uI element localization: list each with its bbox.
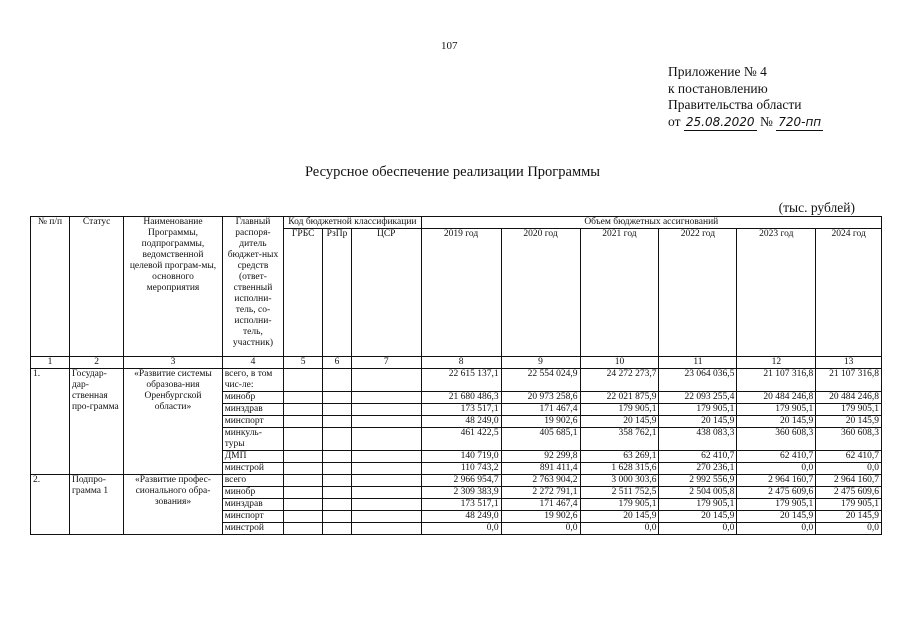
index-cell: 7 — [351, 357, 421, 369]
header-volume: Объем бюджетных ассигнований — [421, 217, 881, 229]
code-cell — [284, 451, 323, 463]
row-status: Государ-дар-ственная про-грамма — [69, 369, 123, 475]
code-cell — [351, 499, 421, 511]
code-cell — [351, 463, 421, 475]
manager-cell: минздрав — [222, 404, 284, 416]
value-cell: 63 269,1 — [580, 451, 659, 463]
header-row-1 — [31, 217, 882, 229]
appendix-date-line — [668, 114, 823, 132]
value-cell: 270 236,1 — [659, 463, 737, 475]
code-cell — [351, 523, 421, 535]
value-cell: 3 000 303,6 — [580, 475, 659, 487]
appendix-line-2: к постановлению — [668, 80, 768, 96]
code-cell — [284, 416, 323, 428]
value-cell: 0,0 — [659, 523, 737, 535]
index-cell: 2 — [69, 357, 123, 369]
index-cell: 9 — [501, 357, 580, 369]
index-cell: 3 — [124, 357, 222, 369]
value-cell: 171 467,4 — [501, 404, 580, 416]
value-cell: 19 902,6 — [501, 511, 580, 523]
document-title: Ресурсное обеспечение реализации Программы — [304, 164, 601, 180]
value-cell: 92 299,8 — [501, 451, 580, 463]
value-cell: 20 145,9 — [816, 511, 882, 523]
code-cell — [351, 475, 421, 487]
index-cell: 4 — [222, 357, 284, 369]
value-cell: 2 966 954,7 — [421, 475, 501, 487]
value-cell: 0,0 — [737, 523, 816, 535]
value-cell: 173 517,1 — [421, 499, 501, 511]
index-cell: 1 — [31, 357, 70, 369]
code-cell — [323, 523, 352, 535]
header-rzpr: РзПр — [323, 229, 352, 357]
code-cell — [284, 511, 323, 523]
code-cell — [284, 499, 323, 511]
code-cell — [323, 487, 352, 499]
value-cell: 2 475 609,6 — [816, 487, 882, 499]
code-cell — [323, 428, 352, 451]
value-cell: 22 554 024,9 — [501, 369, 580, 392]
value-cell: 48 249,0 — [421, 511, 501, 523]
units-label: (тыс. рублей) — [778, 200, 855, 215]
value-cell: 358 762,1 — [580, 428, 659, 451]
header-grbs: ГРБС — [284, 229, 323, 357]
header-num: № п/п — [31, 217, 70, 357]
appendix-line-1: Приложение № 4 — [668, 64, 767, 79]
value-cell: 0,0 — [501, 523, 580, 535]
header-year: 2020 год — [501, 229, 580, 357]
value-cell: 22 615 137,1 — [421, 369, 501, 392]
value-cell: 0,0 — [737, 463, 816, 475]
value-cell: 62 410,7 — [659, 451, 737, 463]
index-cell: 10 — [580, 357, 659, 369]
code-cell — [351, 392, 421, 404]
value-cell: 179 905,1 — [659, 499, 737, 511]
code-cell — [351, 428, 421, 451]
value-cell: 48 249,0 — [421, 416, 501, 428]
value-cell: 2 964 160,7 — [816, 475, 882, 487]
value-cell: 405 685,1 — [501, 428, 580, 451]
header-name: Наименование Программы, подпрограммы, ведомственной целевой програм-мы, основного мероприятия — [124, 217, 222, 357]
value-cell: 891 411,4 — [501, 463, 580, 475]
value-cell: 20 145,9 — [737, 416, 816, 428]
value-cell: 140 719,0 — [421, 451, 501, 463]
row-name: «Развитие системы образова-ния Оренбургской области» — [124, 369, 222, 475]
row-name: «Развитие профес-сионального обра-зования» — [124, 475, 222, 535]
value-cell: 360 608,3 — [816, 428, 882, 451]
manager-cell: всего, в том чис-ле: — [222, 369, 284, 392]
value-cell: 0,0 — [580, 523, 659, 535]
value-cell: 179 905,1 — [737, 499, 816, 511]
value-cell: 22 093 255,4 — [659, 392, 737, 404]
code-cell — [323, 392, 352, 404]
value-cell: 461 422,5 — [421, 428, 501, 451]
value-cell: 2 992 556,9 — [659, 475, 737, 487]
value-cell: 22 021 875,9 — [580, 392, 659, 404]
index-cell: 11 — [659, 357, 737, 369]
code-cell — [284, 523, 323, 535]
index-row — [31, 357, 882, 369]
index-cell: 13 — [816, 357, 882, 369]
code-cell — [323, 511, 352, 523]
header-year: 2019 год — [421, 229, 501, 357]
value-cell: 179 905,1 — [816, 499, 882, 511]
table-row — [31, 475, 882, 487]
header-year: 2022 год — [659, 229, 737, 357]
code-cell — [351, 487, 421, 499]
value-cell: 2 511 752,5 — [580, 487, 659, 499]
value-cell: 19 902,6 — [501, 416, 580, 428]
code-cell — [284, 463, 323, 475]
manager-cell: минстрой — [222, 523, 284, 535]
index-cell: 8 — [421, 357, 501, 369]
code-cell — [323, 404, 352, 416]
value-cell: 0,0 — [421, 523, 501, 535]
handwritten-date: 25.08.2020 — [684, 114, 757, 132]
value-cell: 2 272 791,1 — [501, 487, 580, 499]
value-cell: 179 905,1 — [816, 404, 882, 416]
table-body — [31, 369, 882, 535]
header-code: Код бюджетной классификации — [284, 217, 421, 229]
index-cell: 6 — [323, 357, 352, 369]
header-year: 2024 год — [816, 229, 882, 357]
manager-cell: минобр — [222, 487, 284, 499]
value-cell: 179 905,1 — [580, 499, 659, 511]
code-cell — [323, 463, 352, 475]
appendix-block — [668, 64, 823, 131]
value-cell: 2 763 904,2 — [501, 475, 580, 487]
code-cell — [323, 475, 352, 487]
index-cell: 12 — [737, 357, 816, 369]
value-cell: 20 145,9 — [816, 416, 882, 428]
handwritten-number: 720-пп — [776, 114, 823, 132]
table-row — [31, 369, 882, 392]
value-cell: 2 475 609,6 — [737, 487, 816, 499]
code-cell — [323, 499, 352, 511]
header-year: 2023 год — [737, 229, 816, 357]
manager-cell: минспорт — [222, 416, 284, 428]
value-cell: 360 608,3 — [737, 428, 816, 451]
row-status: Подпро-грамма 1 — [69, 475, 123, 535]
value-cell: 173 517,1 — [421, 404, 501, 416]
value-cell: 21 107 316,8 — [816, 369, 882, 392]
value-cell: 179 905,1 — [659, 404, 737, 416]
code-cell — [323, 451, 352, 463]
code-cell — [351, 404, 421, 416]
code-cell — [284, 404, 323, 416]
value-cell: 179 905,1 — [580, 404, 659, 416]
value-cell: 0,0 — [816, 523, 882, 535]
manager-cell: минстрой — [222, 463, 284, 475]
header-manager: Главный распоря-дитель бюджет-ных средств (ответ-ственный исполни-тель, со-исполни-тель, участник) — [222, 217, 284, 357]
date-prefix: от — [668, 113, 681, 129]
code-cell — [323, 369, 352, 392]
value-cell: 2 309 383,9 — [421, 487, 501, 499]
value-cell: 20 145,9 — [580, 416, 659, 428]
value-cell: 1 628 315,6 — [580, 463, 659, 475]
value-cell: 23 064 036,5 — [659, 369, 737, 392]
value-cell: 179 905,1 — [737, 404, 816, 416]
row-num: 1. — [31, 369, 70, 475]
value-cell: 21 107 316,8 — [737, 369, 816, 392]
value-cell: 20 145,9 — [580, 511, 659, 523]
code-cell — [284, 487, 323, 499]
code-cell — [284, 369, 323, 392]
index-cell: 5 — [284, 357, 323, 369]
appendix-line-3: Правительства области — [668, 97, 802, 112]
value-cell: 62 410,7 — [737, 451, 816, 463]
value-cell: 20 145,9 — [659, 511, 737, 523]
code-cell — [351, 369, 421, 392]
value-cell: 62 410,7 — [816, 451, 882, 463]
code-cell — [323, 416, 352, 428]
manager-cell: минкуль-туры — [222, 428, 284, 451]
value-cell: 20 145,9 — [659, 416, 737, 428]
value-cell: 21 680 486,3 — [421, 392, 501, 404]
value-cell: 438 083,3 — [659, 428, 737, 451]
value-cell: 110 743,2 — [421, 463, 501, 475]
number-sign: № — [759, 113, 773, 129]
resource-table — [30, 216, 882, 535]
value-cell: 20 973 258,6 — [501, 392, 580, 404]
manager-cell: минздрав — [222, 499, 284, 511]
code-cell — [284, 392, 323, 404]
value-cell: 2 504 005,8 — [659, 487, 737, 499]
value-cell: 0,0 — [816, 463, 882, 475]
row-num: 2. — [31, 475, 70, 535]
value-cell: 20 145,9 — [737, 511, 816, 523]
code-cell — [351, 451, 421, 463]
value-cell: 20 484 246,8 — [737, 392, 816, 404]
code-cell — [284, 475, 323, 487]
header-year: 2021 год — [580, 229, 659, 357]
manager-cell: всего — [222, 475, 284, 487]
value-cell: 20 484 246,8 — [816, 392, 882, 404]
value-cell: 171 467,4 — [501, 499, 580, 511]
value-cell: 2 964 160,7 — [737, 475, 816, 487]
code-cell — [351, 416, 421, 428]
code-cell — [351, 511, 421, 523]
code-cell — [284, 428, 323, 451]
value-cell: 24 272 273,7 — [580, 369, 659, 392]
manager-cell: ДМП — [222, 451, 284, 463]
manager-cell: минобр — [222, 392, 284, 404]
header-csr: ЦСР — [351, 229, 421, 357]
header-status: Статус — [69, 217, 123, 357]
manager-cell: минспорт — [222, 511, 284, 523]
page-number: 107 — [441, 40, 458, 52]
